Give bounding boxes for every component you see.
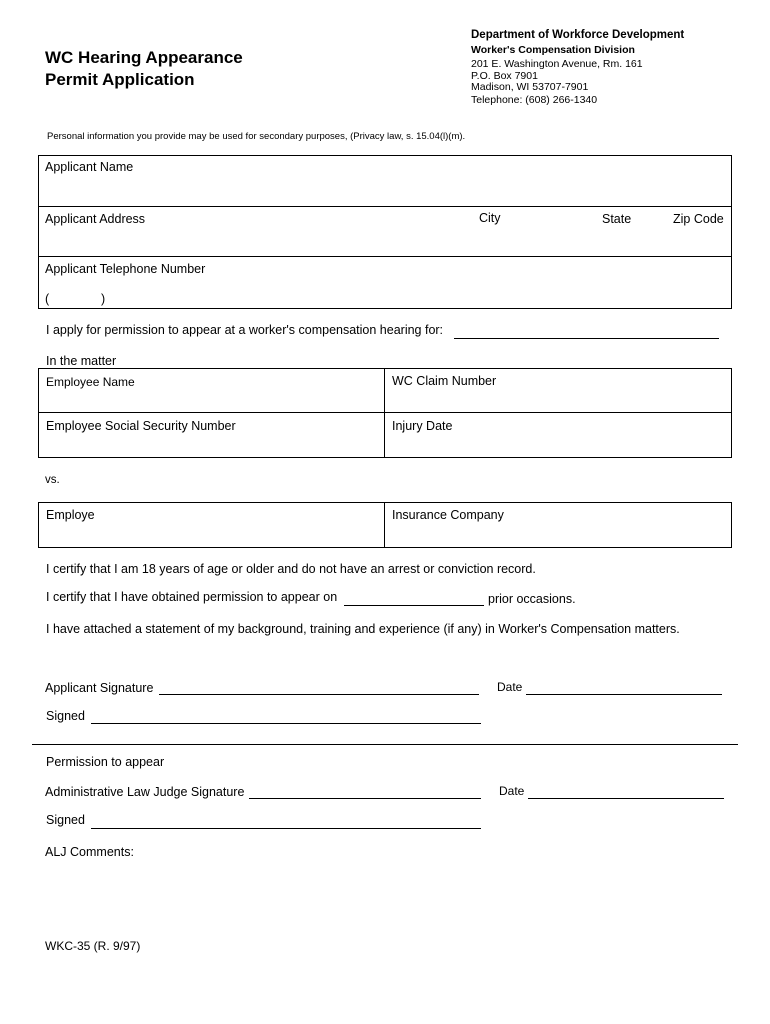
applicant-date-input[interactable]: [526, 694, 722, 695]
form-title-line2: Permit Application: [45, 70, 195, 89]
state-field[interactable]: State: [602, 212, 632, 226]
address-line2: P.O. Box 7901: [471, 70, 538, 82]
in-the-matter-heading: In the matter: [46, 354, 117, 368]
applicant-signature-label: Applicant Signature: [45, 681, 154, 695]
city-field[interactable]: City: [479, 211, 501, 225]
permission-request-text: I apply for permission to appear at a worker's compensation hearing for:: [46, 323, 444, 337]
privacy-notice: Personal information you provide may be used for secondary purposes, (Privacy law, s. 15.04(l)(m).: [47, 131, 466, 142]
department-name: Department of Workforce Development: [471, 29, 685, 41]
form-title-line1: WC Hearing Appearance: [45, 48, 243, 67]
applicant-info-box: [38, 155, 732, 309]
phone-paren-open: (: [45, 292, 50, 306]
employee-info-box: [38, 368, 732, 458]
alj-signature-label: Administrative Law Judge Signature: [45, 785, 245, 799]
division-name: Worker's Compensation Division: [471, 44, 635, 56]
phone-paren-close: ): [101, 292, 106, 306]
applicant-telephone-field[interactable]: Applicant Telephone Number: [45, 262, 206, 276]
applicant-signed-input[interactable]: [91, 723, 481, 724]
age-certification: I certify that I am 18 years of age or older and do not have an arrest or conviction record.: [46, 562, 536, 576]
alj-comments-area[interactable]: [45, 862, 735, 922]
zip-code-field[interactable]: Zip Code: [673, 212, 724, 226]
section-divider: [32, 744, 738, 745]
form-number: WKC-35 (R. 9/97): [45, 939, 141, 953]
alj-signature-input[interactable]: [249, 798, 481, 799]
alj-comments-label: ALJ Comments:: [45, 845, 134, 859]
applicant-name-field[interactable]: Applicant Name: [45, 160, 134, 174]
alj-date-label: Date: [499, 784, 525, 798]
background-statement: I have attached a statement of my background, training and experience (if any) in Worker's Compensation matters.: [46, 622, 680, 636]
applicant-date-label: Date: [497, 680, 523, 694]
employee-ssn-field[interactable]: Employee Social Security Number: [46, 419, 236, 433]
employer-field[interactable]: Employe: [46, 508, 95, 522]
alj-signed-input[interactable]: [91, 828, 481, 829]
alj-date-input[interactable]: [528, 798, 724, 799]
applicant-address-field[interactable]: Applicant Address: [45, 212, 146, 226]
employee-name-field[interactable]: Employee Name: [46, 375, 135, 389]
address-line3: Madison, WI 53707-7901: [471, 81, 589, 93]
hearing-for-input[interactable]: [454, 338, 719, 339]
applicant-signature-input[interactable]: [159, 694, 479, 695]
telephone: Telephone: (608) 266-1340: [471, 94, 598, 106]
wc-claim-number-field[interactable]: WC Claim Number: [392, 374, 497, 388]
employer-info-box: [38, 502, 732, 548]
prior-occasions-suffix: prior occasions.: [488, 592, 576, 606]
address-line1: 201 E. Washington Avenue, Rm. 161: [471, 58, 643, 70]
permission-to-appear-heading: Permission to appear: [46, 755, 165, 769]
injury-date-field[interactable]: Injury Date: [392, 419, 453, 433]
prior-occasions-input[interactable]: [344, 605, 484, 606]
insurance-company-field[interactable]: Insurance Company: [392, 508, 504, 522]
versus-label: vs.: [45, 474, 60, 486]
applicant-signed-label: Signed: [46, 709, 85, 723]
prior-occasions-prefix: I certify that I have obtained permission to appear on: [46, 590, 338, 604]
alj-signed-label: Signed: [46, 813, 85, 827]
